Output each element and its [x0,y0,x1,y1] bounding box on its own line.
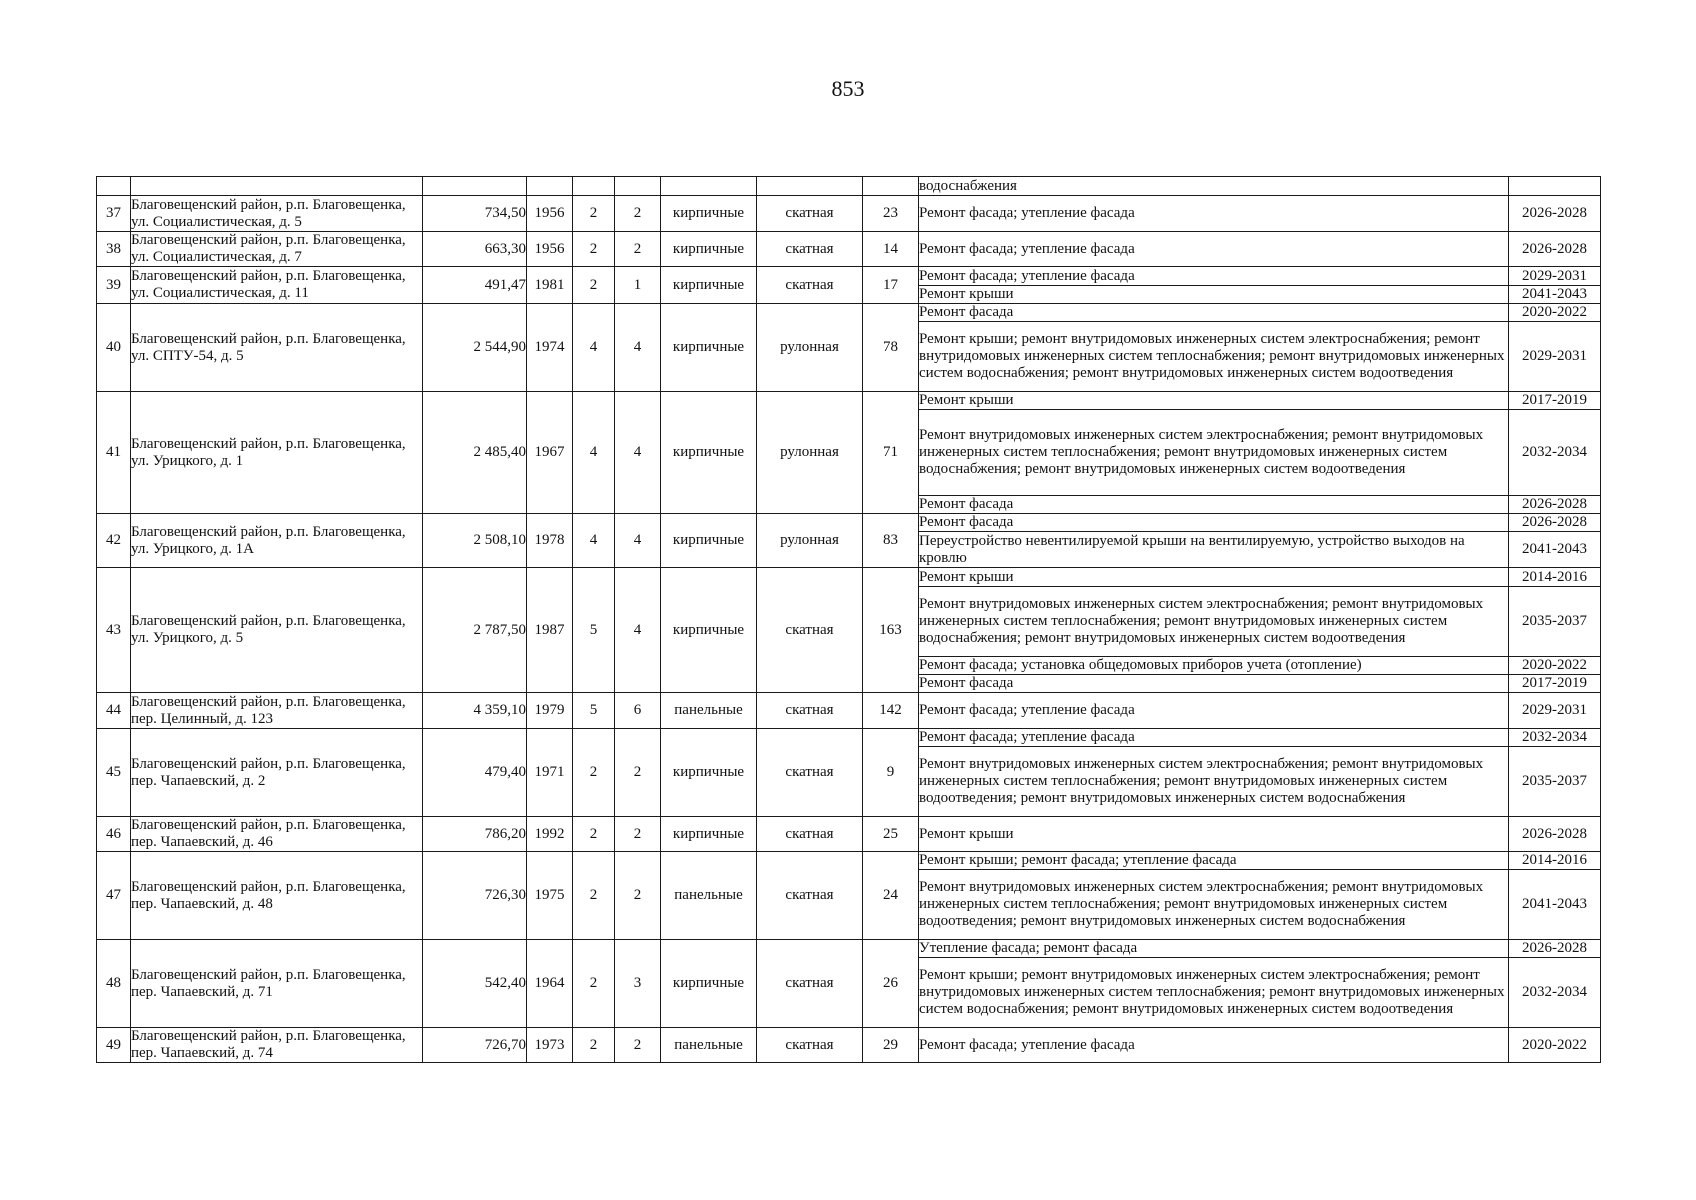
work-description: Переустройство невентилируемой крыши на вентилируемую, устройство выходов на кровлю [919,532,1509,568]
floors-cell: 4 [573,392,615,514]
entrances-cell: 2 [615,852,661,940]
floors-cell: 2 [573,267,615,304]
address-cell: Благовещенский район, р.п. Благовещенка, пер. Чапаевский, д. 48 [131,852,423,940]
period-cell: 2041-2043 [1509,532,1601,568]
period-cell: 2014-2016 [1509,568,1601,587]
work-description: Ремонт внутридомовых инженерных систем электроснабжения; ремонт внутридомовых инженерных систем теплоснабжения; ремонт внутридомовых инженерных систем водоотведения; ремонт внутридомовых инженерных систем водоснабжения [919,747,1509,817]
roof-type-cell: скатная [757,693,863,729]
row-number: 44 [97,693,131,729]
year-cell: 1978 [527,514,573,568]
row-number: 41 [97,392,131,514]
row-number: 39 [97,267,131,304]
residents-cell: 29 [863,1028,919,1063]
work-description: Ремонт крыши [919,817,1509,852]
area-cell: 726,70 [423,1028,527,1063]
entrances-cell: 2 [615,817,661,852]
address-cell: Благовещенский район, р.п. Благовещенка, ул. СПТУ-54, д. 5 [131,304,423,392]
residents-cell: 23 [863,196,919,232]
residents-cell: 163 [863,568,919,693]
address-cell: Благовещенский район, р.п. Благовещенка, пер. Чапаевский, д. 2 [131,729,423,817]
empty-cell [661,177,757,196]
table-row [97,196,1601,232]
period-cell: 2041-2043 [1509,870,1601,940]
row-number: 47 [97,852,131,940]
work-description: Ремонт крыши; ремонт внутридомовых инженерных систем электроснабжения; ремонт внутридомовых инженерных систем теплоснабжения; ремонт внутридомовых инженерных систем водоснабжения; ремонт внутридомовых инженерных систем водоотведения [919,958,1509,1028]
wall-material-cell: кирпичные [661,940,757,1028]
residents-cell: 142 [863,693,919,729]
table-row [97,852,1601,870]
table-row [97,267,1601,286]
wall-material-cell: панельные [661,852,757,940]
entrances-cell: 2 [615,1028,661,1063]
area-cell: 2 508,10 [423,514,527,568]
wall-material-cell: кирпичные [661,304,757,392]
row-number: 38 [97,232,131,267]
work-description: Ремонт крыши; ремонт внутридомовых инженерных систем электроснабжения; ремонт внутридомовых инженерных систем теплоснабжения; ремонт внутридомовых инженерных систем водоснабжения; ремонт внутридомовых инженерных систем водоотведения [919,322,1509,392]
housing-repair-table [96,176,1601,1063]
period-cell: 2032-2034 [1509,410,1601,496]
work-description: Ремонт внутридомовых инженерных систем электроснабжения; ремонт внутридомовых инженерных систем теплоснабжения; ремонт внутридомовых инженерных систем водоснабжения; ремонт внутридомовых инженерных систем водоотведения [919,587,1509,657]
address-cell: Благовещенский район, р.п. Благовещенка, пер. Целинный, д. 123 [131,693,423,729]
carryover-row [97,177,1601,196]
wall-material-cell: кирпичные [661,729,757,817]
row-number: 46 [97,817,131,852]
roof-type-cell: скатная [757,232,863,267]
period-cell: 2029-2031 [1509,267,1601,286]
floors-cell: 5 [573,568,615,693]
work-description: Ремонт крыши [919,392,1509,410]
empty-cell [863,177,919,196]
entrances-cell: 1 [615,267,661,304]
area-cell: 4 359,10 [423,693,527,729]
roof-type-cell: скатная [757,568,863,693]
period-cell: 2026-2028 [1509,817,1601,852]
row-number: 43 [97,568,131,693]
period-cell: 2026-2028 [1509,232,1601,267]
residents-cell: 14 [863,232,919,267]
address-cell: Благовещенский район, р.п. Благовещенка, ул. Социалистическая, д. 11 [131,267,423,304]
empty-cell [527,177,573,196]
roof-type-cell: рулонная [757,304,863,392]
floors-cell: 2 [573,232,615,267]
wall-material-cell: панельные [661,693,757,729]
area-cell: 734,50 [423,196,527,232]
residents-cell: 9 [863,729,919,817]
work-description: Ремонт фасада; утепление фасада [919,1028,1509,1063]
floors-cell: 2 [573,196,615,232]
floors-cell: 2 [573,940,615,1028]
floors-cell: 4 [573,514,615,568]
period-cell: 2035-2037 [1509,747,1601,817]
table-body [97,177,1601,1063]
period-cell: 2026-2028 [1509,196,1601,232]
period-cell: 2035-2037 [1509,587,1601,657]
residents-cell: 78 [863,304,919,392]
page-number: 853 [831,76,865,101]
entrances-cell: 2 [615,729,661,817]
table-row [97,232,1601,267]
area-cell: 2 485,40 [423,392,527,514]
roof-type-cell: скатная [757,852,863,940]
wall-material-cell: кирпичные [661,568,757,693]
period-cell: 2026-2028 [1509,514,1601,532]
area-cell: 479,40 [423,729,527,817]
address-cell: Благовещенский район, р.п. Благовещенка, ул. Урицкого, д. 1А [131,514,423,568]
address-cell: Благовещенский район, р.п. Благовещенка, ул. Социалистическая, д. 7 [131,232,423,267]
year-cell: 1967 [527,392,573,514]
year-cell: 1964 [527,940,573,1028]
wall-material-cell: панельные [661,1028,757,1063]
year-cell: 1981 [527,267,573,304]
residents-cell: 25 [863,817,919,852]
work-description: Ремонт фасада [919,514,1509,532]
row-number: 49 [97,1028,131,1063]
empty-cell [131,177,423,196]
period-cell [1509,177,1601,196]
area-cell: 2 544,90 [423,304,527,392]
wall-material-cell: кирпичные [661,817,757,852]
wall-material-cell: кирпичные [661,514,757,568]
empty-cell [757,177,863,196]
year-cell: 1956 [527,232,573,267]
floors-cell: 2 [573,729,615,817]
empty-cell [615,177,661,196]
wall-material-cell: кирпичные [661,392,757,514]
entrances-cell: 6 [615,693,661,729]
period-cell: 2026-2028 [1509,940,1601,958]
period-cell: 2026-2028 [1509,496,1601,514]
residents-cell: 83 [863,514,919,568]
year-cell: 1987 [527,568,573,693]
table-row [97,304,1601,322]
area-cell: 491,47 [423,267,527,304]
row-number: 48 [97,940,131,1028]
address-cell: Благовещенский район, р.п. Благовещенка, пер. Чапаевский, д. 74 [131,1028,423,1063]
floors-cell: 2 [573,852,615,940]
work-description: Ремонт фасада; установка общедомовых приборов учета (отопление) [919,657,1509,675]
floors-cell: 5 [573,693,615,729]
roof-type-cell: скатная [757,267,863,304]
period-cell: 2020-2022 [1509,304,1601,322]
work-description: Ремонт фасада; утепление фасада [919,196,1509,232]
floors-cell: 4 [573,304,615,392]
work-description: Ремонт фасада; утепление фасада [919,267,1509,286]
wall-material-cell: кирпичные [661,232,757,267]
row-number: 42 [97,514,131,568]
year-cell: 1992 [527,817,573,852]
entrances-cell: 4 [615,568,661,693]
area-cell: 726,30 [423,852,527,940]
work-description: Ремонт внутридомовых инженерных систем электроснабжения; ремонт внутридомовых инженерных систем теплоснабжения; ремонт внутридомовых инженерных систем водоснабжения; ремонт внутридомовых инженерных систем водоотведения [919,410,1509,496]
period-cell: 2017-2019 [1509,675,1601,693]
period-cell: 2020-2022 [1509,1028,1601,1063]
roof-type-cell: скатная [757,940,863,1028]
entrances-cell: 3 [615,940,661,1028]
work-description: водоснабжения [919,177,1509,196]
year-cell: 1973 [527,1028,573,1063]
residents-cell: 71 [863,392,919,514]
row-number: 45 [97,729,131,817]
address-cell: Благовещенский район, р.п. Благовещенка, ул. Социалистическая, д. 5 [131,196,423,232]
work-description: Ремонт фасада; утепление фасада [919,729,1509,747]
roof-type-cell: скатная [757,1028,863,1063]
entrances-cell: 4 [615,514,661,568]
period-cell: 2029-2031 [1509,322,1601,392]
work-description: Ремонт фасада; утепление фасада [919,693,1509,729]
row-number: 37 [97,196,131,232]
empty-cell [423,177,527,196]
year-cell: 1974 [527,304,573,392]
area-cell: 786,20 [423,817,527,852]
table-row [97,940,1601,958]
period-cell: 2029-2031 [1509,693,1601,729]
row-number: 40 [97,304,131,392]
roof-type-cell: скатная [757,196,863,232]
work-description: Ремонт фасада [919,675,1509,693]
table-row [97,817,1601,852]
empty-cell [97,177,131,196]
residents-cell: 26 [863,940,919,1028]
area-cell: 542,40 [423,940,527,1028]
year-cell: 1956 [527,196,573,232]
year-cell: 1971 [527,729,573,817]
work-description: Ремонт фасада [919,496,1509,514]
floors-cell: 2 [573,817,615,852]
entrances-cell: 4 [615,392,661,514]
table-row [97,729,1601,747]
work-description: Ремонт внутридомовых инженерных систем электроснабжения; ремонт внутридомовых инженерных систем теплоснабжения; ремонт внутридомовых инженерных систем водоотведения; ремонт внутридомовых инженерных систем водоснабжения [919,870,1509,940]
period-cell: 2032-2034 [1509,958,1601,1028]
empty-cell [573,177,615,196]
area-cell: 2 787,50 [423,568,527,693]
residents-cell: 17 [863,267,919,304]
table-row [97,1028,1601,1063]
area-cell: 663,30 [423,232,527,267]
address-cell: Благовещенский район, р.п. Благовещенка, ул. Урицкого, д. 1 [131,392,423,514]
period-cell: 2032-2034 [1509,729,1601,747]
address-cell: Благовещенский район, р.п. Благовещенка, пер. Чапаевский, д. 71 [131,940,423,1028]
period-cell: 2041-2043 [1509,286,1601,304]
work-description: Ремонт крыши [919,568,1509,587]
year-cell: 1979 [527,693,573,729]
work-description: Ремонт крыши [919,286,1509,304]
work-description: Ремонт крыши; ремонт фасада; утепление фасада [919,852,1509,870]
table-row [97,392,1601,410]
address-cell: Благовещенский район, р.п. Благовещенка, ул. Урицкого, д. 5 [131,568,423,693]
table-row [97,693,1601,729]
year-cell: 1975 [527,852,573,940]
period-cell: 2014-2016 [1509,852,1601,870]
roof-type-cell: рулонная [757,392,863,514]
roof-type-cell: рулонная [757,514,863,568]
residents-cell: 24 [863,852,919,940]
roof-type-cell: скатная [757,817,863,852]
period-cell: 2020-2022 [1509,657,1601,675]
period-cell: 2017-2019 [1509,392,1601,410]
entrances-cell: 2 [615,232,661,267]
table-row [97,568,1601,587]
entrances-cell: 2 [615,196,661,232]
work-description: Ремонт фасада [919,304,1509,322]
wall-material-cell: кирпичные [661,196,757,232]
table-row [97,514,1601,532]
work-description: Ремонт фасада; утепление фасада [919,232,1509,267]
work-description: Утепление фасада; ремонт фасада [919,940,1509,958]
roof-type-cell: скатная [757,729,863,817]
entrances-cell: 4 [615,304,661,392]
floors-cell: 2 [573,1028,615,1063]
wall-material-cell: кирпичные [661,267,757,304]
address-cell: Благовещенский район, р.п. Благовещенка, пер. Чапаевский, д. 46 [131,817,423,852]
